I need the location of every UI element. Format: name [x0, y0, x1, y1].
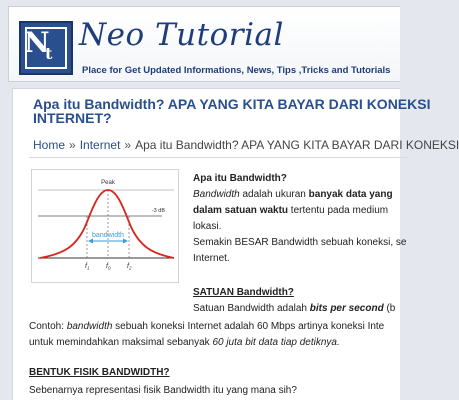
f1-subscript: 1 — [86, 265, 90, 271]
paragraph-line — [193, 203, 388, 219]
text-fragment: adalah ukuran — [239, 189, 309, 200]
logo-letters: N — [24, 26, 48, 59]
site-logo[interactable] — [19, 21, 73, 75]
f0-letter: f — [106, 263, 108, 270]
term-bandwidth: bandwidth — [66, 321, 113, 332]
text-fragment: (b — [383, 303, 396, 314]
site-title[interactable]: Neo Tutorial — [79, 17, 284, 53]
breadcrumb-category-link[interactable]: Internet — [79, 138, 121, 152]
paragraph-line — [193, 301, 395, 317]
f2-label — [127, 263, 132, 271]
section-heading-satuan: SATUAN Bandwidth? — [193, 287, 294, 298]
paragraph-line: Semakin BESAR Bandwidth sebuah koneksi, se — [193, 237, 407, 248]
text-fragment: untuk memindahkan maksimal sebanyak — [29, 337, 213, 348]
text-fragment: tertentu pada medium — [288, 205, 389, 216]
f2-letter: f — [127, 263, 129, 270]
paragraph-line — [29, 335, 340, 351]
db-label: -3 dB — [151, 208, 165, 214]
f1-letter: f — [85, 263, 87, 270]
text-fragment: sebuah koneksi Internet adalah 60 Mbps artinya koneksi Inte — [112, 321, 385, 332]
response-curve — [40, 190, 174, 258]
italic-fragment: 60 juta bit data tiap detiknya. — [212, 337, 340, 348]
f0-label — [106, 263, 111, 271]
bold-italic-fragment: bits per second — [309, 303, 384, 314]
breadcrumb-divider — [29, 157, 409, 158]
text-fragment: Contoh: — [29, 321, 67, 332]
arrow-left-head — [88, 239, 93, 244]
f0-subscript: 0 — [107, 265, 111, 271]
breadcrumb-current: Apa itu Bandwidth? APA YANG KITA BAYAR DARI KONEKSI — [135, 138, 459, 152]
text-fragment: Satuan Bandwidth adalah — [193, 303, 310, 314]
post-content — [12, 88, 459, 400]
post-title[interactable] — [33, 97, 433, 125]
bold-fragment: banyak data yang — [308, 189, 393, 200]
bandwidth-figure — [31, 169, 179, 283]
site-tagline: Place for Get Updated Informations, News, Tips ,Tricks and Tutorials — [82, 65, 391, 76]
bandwidth-diagram — [32, 170, 178, 282]
peak-label: Peak — [101, 180, 115, 186]
paragraph-line: lokasi. — [193, 221, 222, 232]
post-title-line-1: Apa itu Bandwidth? APA YANG KITA BAYAR DARI KONEKSI — [33, 96, 431, 112]
site-header — [8, 6, 400, 82]
f2-subscript: 2 — [128, 265, 132, 271]
arrow-right-head — [123, 239, 128, 244]
logo-sub-letter: t — [45, 44, 53, 63]
breadcrumb-separator: » — [69, 138, 76, 152]
bandwidth-label: bandwidth — [92, 232, 124, 239]
question-heading: Apa itu Bandwidth? — [193, 173, 287, 184]
breadcrumb-home-link[interactable]: Home — [33, 138, 66, 152]
f1-label — [85, 263, 90, 271]
paragraph-line: Sebenarnya representasi fisik Bandwidth itu yang mana sih? — [29, 385, 297, 396]
breadcrumb-separator: » — [124, 138, 132, 152]
paragraph-line: Internet. — [193, 253, 230, 264]
post-title-line-2: INTERNET? — [33, 110, 112, 126]
breadcrumb — [33, 138, 459, 152]
paragraph-line — [29, 319, 384, 335]
bold-fragment: dalam satuan waktu — [193, 205, 289, 216]
paragraph-line — [193, 187, 393, 203]
section-heading-bentuk-fisik: BENTUK FISIK BANDWIDTH? — [29, 367, 170, 378]
term-bandwidth: Bandwidth — [193, 189, 240, 200]
